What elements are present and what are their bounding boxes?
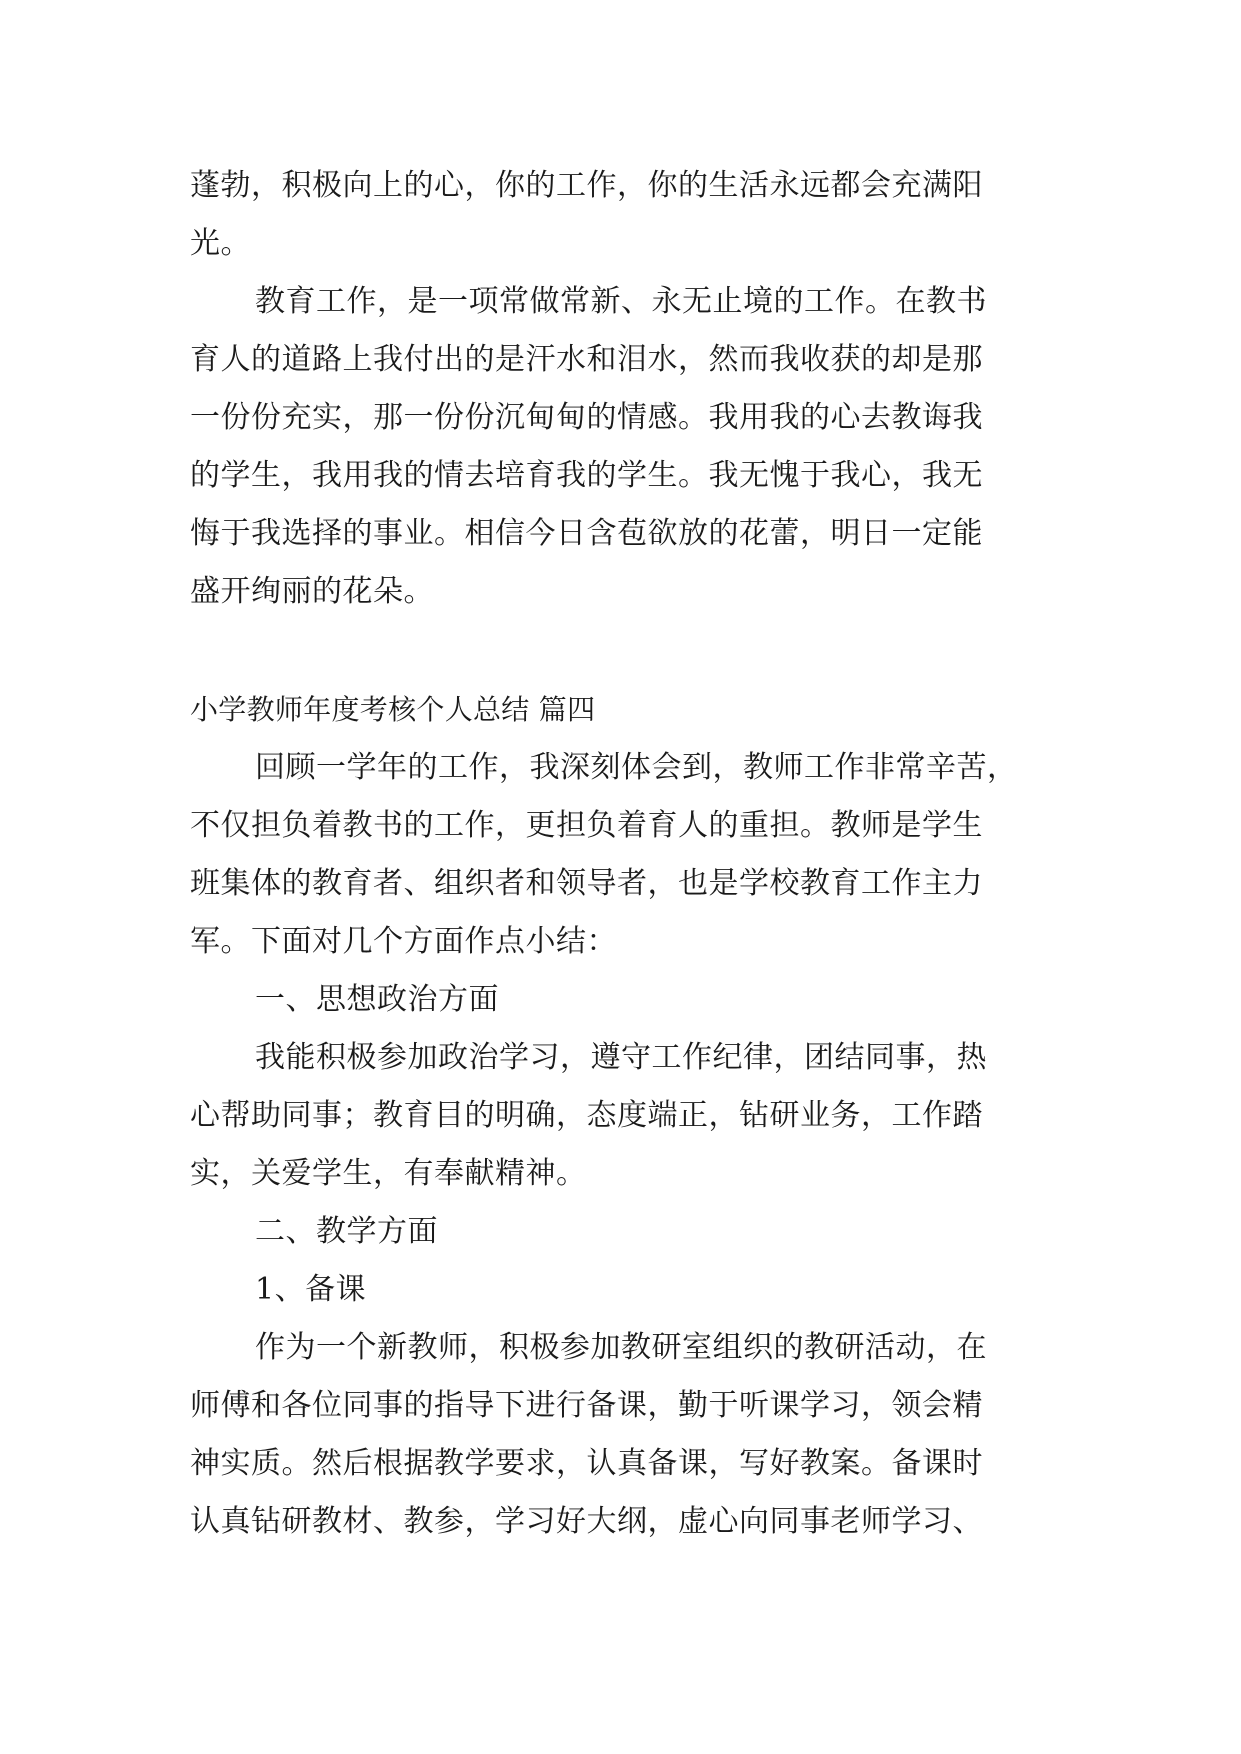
text-line: 军。下面对几个方面作点小结： <box>190 924 617 959</box>
text-line: 班集体的教育者、组织者和领导者，也是学校教育工作主力 <box>190 866 983 901</box>
text-line: 育人的道路上我付出的是汗水和泪水，然而我收获的却是那 <box>190 342 983 377</box>
text-line: 蓬勃，积极向上的心，你的工作，你的生活永远都会充满阳 <box>190 168 983 203</box>
paragraph-start: 教育工作，是一项常做常新、永无止境的工作。在教书 <box>255 284 987 319</box>
text-line: 神实质。然后根据教学要求，认真备课，写好教案。备课时 <box>190 1446 983 1481</box>
subheading: 二、教学方面 <box>255 1214 438 1249</box>
text-line: 盛开绚丽的花朵。 <box>190 574 434 609</box>
section-heading: 小学教师年度考核个人总结 篇四 <box>190 693 596 726</box>
text-line: 悔于我选择的事业。相信今日含苞欲放的花蕾，明日一定能 <box>190 516 983 551</box>
text-line: 的学生，我用我的情去培育我的学生。我无愧于我心，我无 <box>190 458 983 493</box>
paragraph-start: 回顾一学年的工作，我深刻体会到，教师工作非常辛苦， <box>255 750 1018 785</box>
text-line: 不仅担负着教书的工作，更担负着育人的重担。教师是学生 <box>190 808 983 843</box>
text-line: 一份份充实，那一份份沉甸甸的情感。我用我的心去教诲我 <box>190 400 983 435</box>
text-line: 实，关爱学生，有奉献精神。 <box>190 1156 587 1191</box>
text-line: 师傅和各位同事的指导下进行备课，勤于听课学习，领会精 <box>190 1388 983 1423</box>
text-line: 光。 <box>190 226 251 261</box>
paragraph-start: 作为一个新教师，积极参加教研室组织的教研活动，在 <box>255 1330 987 1365</box>
subheading: 1、备课 <box>255 1272 367 1307</box>
text-line: 心帮助同事；教育目的明确，态度端正，钻研业务，工作踏 <box>190 1098 983 1133</box>
paragraph-start: 我能积极参加政治学习，遵守工作纪律，团结同事，热 <box>255 1040 987 1075</box>
text-line: 认真钻研教材、教参，学习好大纲，虚心向同事老师学习、 <box>190 1504 983 1539</box>
subheading: 一、思想政治方面 <box>255 982 499 1017</box>
